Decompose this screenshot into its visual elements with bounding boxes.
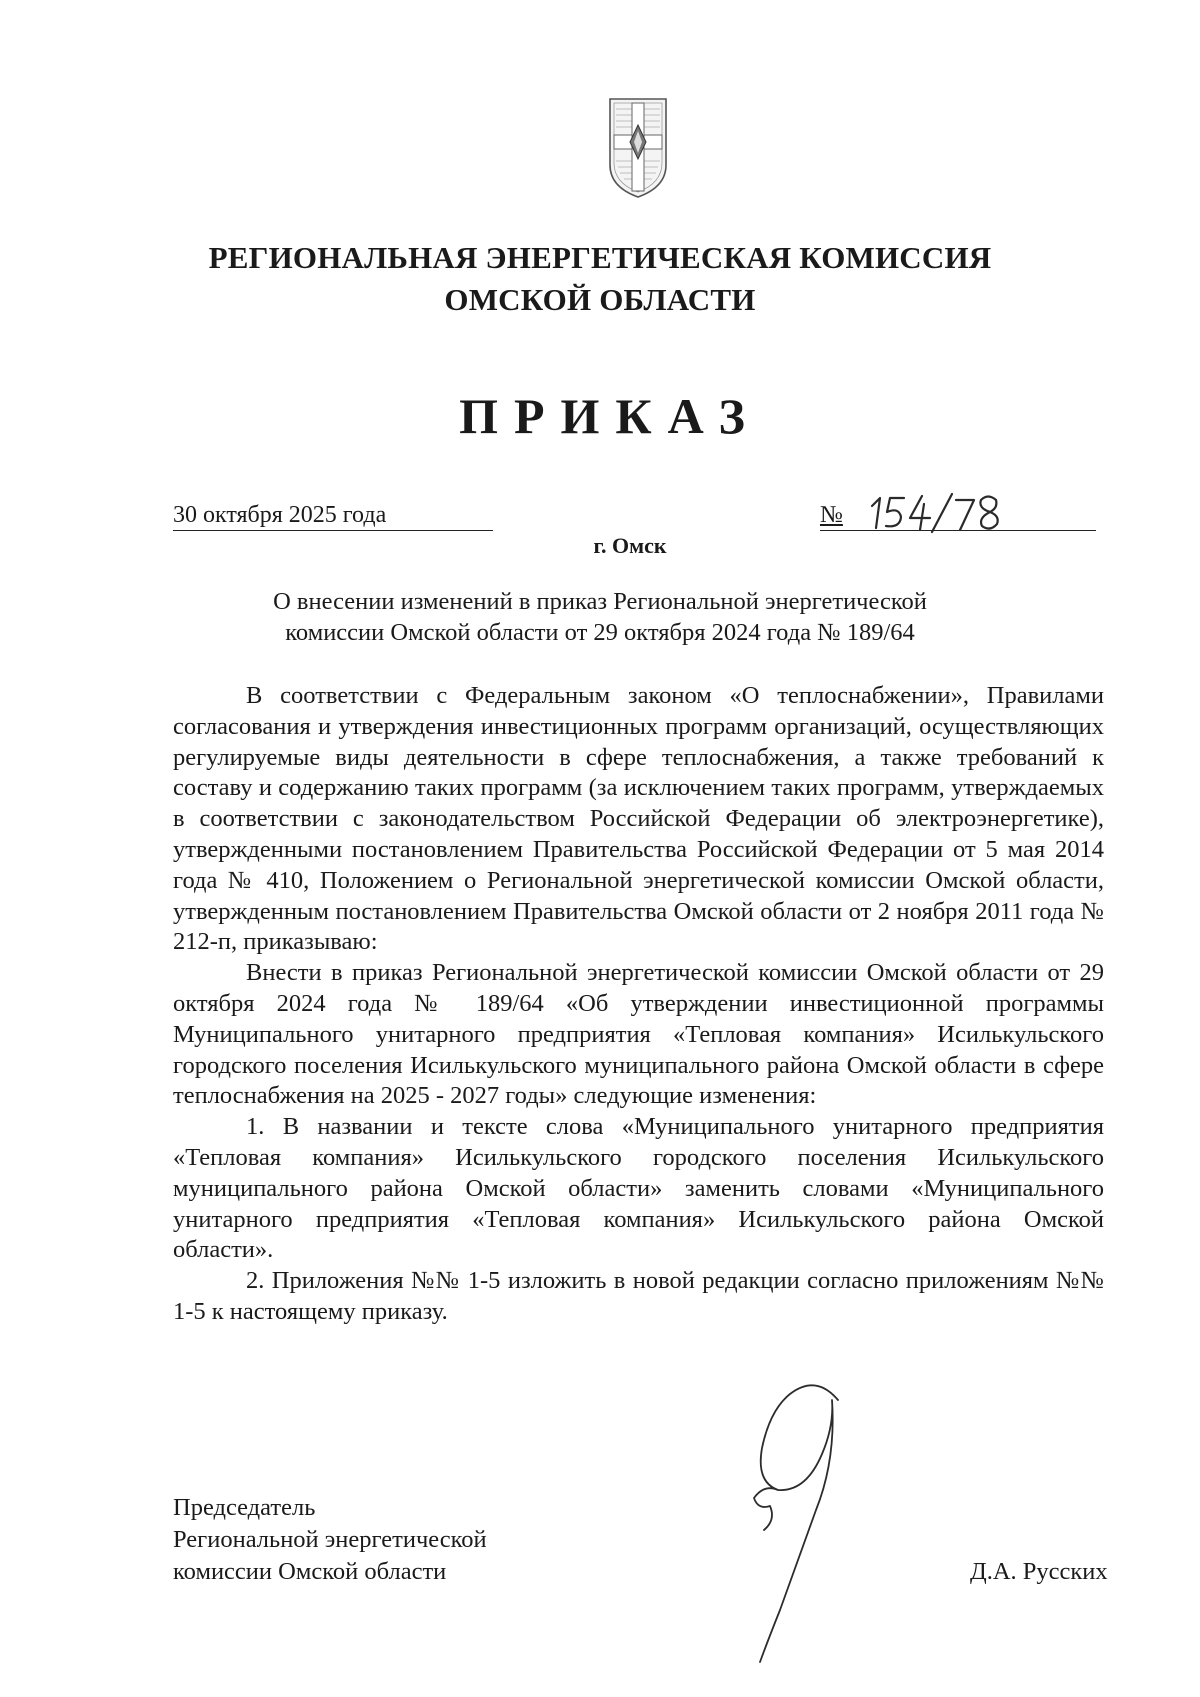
organization-name-line-2: ОМСКОЙ ОБЛАСТИ	[444, 282, 756, 317]
document-date-text: 30 октября 2025 года	[173, 502, 387, 528]
signer-title-line-3: комиссии Омской области	[173, 1558, 447, 1585]
subject-line-1: О внесении изменений в приказ Региональной энергетической	[273, 588, 927, 615]
document-number-field	[820, 500, 1096, 531]
document-type-title: ПРИКАЗ	[459, 388, 761, 444]
coat-of-arms-icon	[606, 95, 670, 201]
body-paragraph: В соответствии с Федеральным законом «О теплоснабжении», Правилами согласования и утверждения инвестиционных программ организаций, осуществляющих регулируемые виды деятельности в сфере теплоснабжения, а также требований к составу и содержанию таких программ (за исключением таких программ, утверждаемых в соответствии с законодательством Российской Федерации об электроэнергетике), утвержденными постановлением Правительства Российской Федерации от 5 мая 2014 года № 410, Положением о Региональной энергетической комиссии Омской области, утвержденным постановлением Правительства Омской области от 2 ноября 2011 года № 212-п, приказываю:	[173, 682, 1104, 956]
document-number-label: №	[820, 502, 843, 528]
document-date	[173, 500, 493, 531]
organization-name-line-1: РЕГИОНАЛЬНАЯ ЭНЕРГЕТИЧЕСКАЯ КОМИССИЯ	[208, 240, 992, 275]
signer-title-line-1: Председатель	[173, 1494, 316, 1521]
signer-name: Д.А. Русских	[970, 1558, 1108, 1585]
document-number-handwritten	[866, 490, 1026, 534]
signer-title	[173, 1492, 487, 1588]
city-label: г. Омск	[593, 533, 667, 558]
body-paragraph: 1. В названии и тексте слова «Муниципального унитарного предприятия «Тепловая компания» Исилькульского городского поселения Исилькульского муниципального района Омской области» заменить словами «Муниципального унитарного предприятия «Тепловая компания» Исилькульского района Омской области».	[173, 1113, 1104, 1264]
body-paragraph: Внести в приказ Региональной энергетической комиссии Омской области от 29 октября 2024 года № 189/64 «Об утверждении инвестиционной программы Муниципального унитарного предприятия «Тепловая компания» Исилькульского городского поселения Исилькульского муниципального района Омской области в сфере теплоснабжения на 2025 - 2027 годы» следующие изменения:	[173, 959, 1104, 1110]
subject-line-2: комиссии Омской области от 29 октября 2024 года № 189/64	[285, 619, 915, 646]
signer-title-line-2: Региональной энергетической	[173, 1526, 487, 1553]
body-paragraph: 2. Приложения №№ 1-5 изложить в новой редакции согласно приложениям №№ 1-5 к настоящему приказу.	[173, 1267, 1104, 1325]
document-subject	[0, 586, 1200, 648]
handwritten-signature-icon	[720, 1370, 850, 1670]
document-body	[173, 681, 1104, 1328]
